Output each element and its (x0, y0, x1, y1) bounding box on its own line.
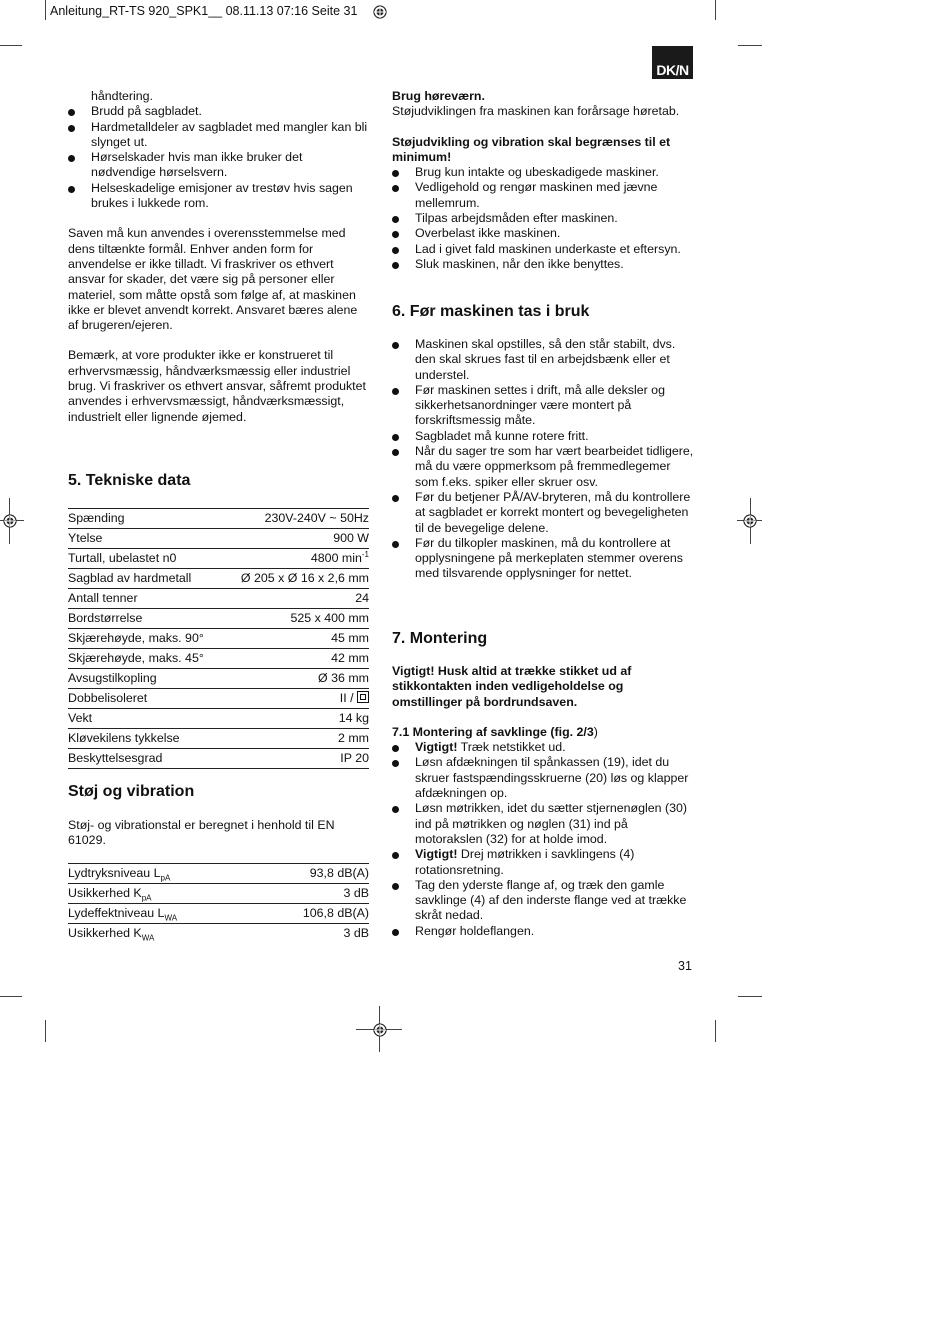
noise-label-subscript: WA (164, 913, 178, 923)
list-item-text: Rengør holdeflangen. (415, 923, 535, 938)
list-item: Brudd på sagbladet. (68, 104, 370, 119)
table-row (68, 629, 369, 649)
section-6-heading: 6. Før maskinen tas i bruk (392, 303, 590, 320)
noise-label-subscript: WA (141, 933, 155, 943)
list-item: Brug kun intakte og ubeskadigede maskiner. (392, 165, 692, 180)
list-item-text: Løsn afdækningen til spånkassen (19), idet du skruer fastspændingsskruerne (20) løs og klapper afdækningen op. (415, 755, 689, 801)
subsection-7-1-title: 7.1 Montering af savklinge (fig. 2/3 (392, 724, 594, 739)
noise-value: 93,8 dB(A) (255, 864, 369, 884)
table-row (68, 749, 369, 769)
intro-line: håndtering. (91, 89, 154, 103)
list-item: Før du betjener PÅ/AV-bryteren, må du kontrollere at sagbladet er korrekt montert og bevegeligheten til de bevegelige delene. (392, 490, 694, 536)
registration-mark-icon (373, 1023, 387, 1037)
spec-value: 45 mm (223, 629, 369, 649)
table-row (68, 589, 369, 609)
list-item-text: Drej møtrikken i savklingens (4) rotationsretning. (415, 847, 635, 877)
left-column (68, 89, 370, 425)
spec-value: 525 x 400 mm (223, 609, 369, 629)
list-item-emphasis: Vigtigt! (415, 740, 458, 755)
spec-label: Sagblad av hardmetall (68, 569, 223, 589)
list-item: Maskinen skal opstilles, så den står stabilt, dvs. den skal skrues fast til en arbejdsbænk eller et understel. (392, 337, 694, 383)
crop-mark (715, 1020, 716, 1042)
spec-value: 2 mm (223, 729, 369, 749)
noise-label-subscript: pA (160, 873, 171, 883)
list-item (392, 847, 692, 878)
notice-paragraph: Bemærk, at vore produkter ikke er konstrueret til erhvervsmæssig, håndværksmæssig eller industriel brug. Vi fraskriver os ethvert ansvar, såfremt produktet anvendes i erhvervsmæssigt, håndværksmæssigt, industrielt eller lignende øjemed. (68, 348, 366, 424)
noise-table (68, 863, 369, 943)
crop-mark (45, 0, 46, 20)
table-row (68, 649, 369, 669)
table-row (68, 549, 369, 569)
setup-list (392, 337, 694, 582)
spec-label: Bordstørrelse (68, 609, 223, 629)
noise-text: Støj- og vibrationstal er beregnet i henhold til EN 61029. (68, 818, 335, 848)
list-item (392, 740, 692, 755)
double-insulation-icon (357, 691, 369, 703)
limit-heading: Støjudvikling og vibration skal begrænses til et minimum! (392, 134, 671, 164)
list-item: Sagbladet må kunne rotere fritt. (392, 429, 694, 444)
spec-label: Avsugstilkopling (68, 669, 223, 689)
noise-label-cell (68, 924, 255, 944)
table-row (68, 529, 369, 549)
noise-label-cell (68, 864, 255, 884)
table-row (68, 509, 369, 529)
crop-mark (0, 996, 22, 997)
spec-value: 4800 min (310, 550, 362, 565)
spec-label: Spænding (68, 509, 223, 529)
noise-value: 3 dB (343, 925, 369, 940)
list-item: Tilpas arbejdsmåden efter maskinen. (392, 211, 692, 226)
spec-label: Antall tenner (68, 589, 223, 609)
crop-mark (0, 45, 22, 46)
spec-value: II / (339, 690, 357, 705)
table-row (68, 669, 369, 689)
subsection-7-1-heading (392, 725, 692, 740)
spec-label: Skjærehøyde, maks. 90° (68, 629, 223, 649)
list-item: Før maskinen settes i drift, må alle deksler og sikkerhetsanordninger være montert på forskriftsmessig måte. (392, 383, 694, 429)
spec-label: Kløvekilens tykkelse (68, 729, 223, 749)
spec-label: Skjærehøyde, maks. 45° (68, 649, 223, 669)
noise-value: 106,8 dB(A) (255, 904, 369, 924)
spec-value: 900 W (223, 529, 369, 549)
spec-value: Ø 36 mm (223, 669, 369, 689)
subsection-7-1-title-tail: ) (593, 724, 598, 739)
print-slug: Anleitung_RT-TS 920_SPK1__ 08.11.13 07:16 Seite 31 (50, 4, 358, 18)
blade-mounting-list (392, 740, 692, 939)
section-6-body (392, 337, 694, 582)
usage-paragraph: Saven må kun anvendes i overensstemmelse med dens tiltænkte formål. Enhver anden form for anvendelse er ikke tilladt. Vi fraskriver os ethvert ansvar for skader, det være sig på personer eller materiel, som måtte opstå som følge af, at maskinen ikke er blevet anvendt korrekt. Ansvaret bæres alene af brugeren/ejeren. (68, 226, 358, 333)
spec-label: Dobbelisoleret (68, 689, 223, 709)
right-column-top (392, 89, 692, 272)
noise-label-cell (68, 884, 255, 904)
list-item: Før du tilkopler maskinen, må du kontrollere at opplysningene på merkeplaten stemmer overens med tilsvarende opplysninger for nettet. (392, 536, 694, 582)
list-item-emphasis: Vigtigt! (415, 847, 458, 862)
noise-label: Lydeffektniveau L (68, 905, 165, 920)
mounting-warning: Vigtigt! Husk altid at trække stikket ud af stikkontakten inden vedligeholdelse og omstillinger på bordrundsaven. (392, 664, 632, 709)
section-7-heading: 7. Montering (392, 630, 488, 647)
noise-label: Usikkerhed K (68, 925, 142, 940)
table-row (68, 709, 369, 729)
spec-value-cell (223, 549, 369, 569)
noise-heading: Støj og vibration (68, 783, 195, 800)
list-item-text: Træk netstikket ud. (457, 740, 566, 755)
table-row (68, 864, 369, 884)
spec-value: 230V-240V ~ 50Hz (223, 509, 369, 529)
registration-mark-icon (3, 514, 17, 528)
list-item: Sluk maskinen, når den ikke benyttes. (392, 257, 692, 272)
list-item: Hørselskader hvis man ikke bruker det nødvendige hørselsvern. (68, 150, 370, 181)
table-row (68, 609, 369, 629)
hearing-protection-title: Brug høreværn. (392, 89, 485, 103)
hearing-protection-text: Støjudviklingen fra maskinen kan forårsage høretab. (392, 104, 680, 119)
spec-value: Ø 205 x Ø 16 x 2,6 mm (223, 569, 369, 589)
list-item: Vedligehold og rengør maskinen med jævne mellemrum. (392, 180, 692, 211)
section-7-body (392, 664, 692, 939)
crop-mark (715, 0, 716, 20)
table-row (68, 689, 369, 709)
list-item: Lad i givet fald maskinen underkaste et eftersyn. (392, 242, 692, 257)
spec-value: 14 kg (223, 709, 369, 729)
noise-label: Lydtryksniveau L (68, 865, 161, 880)
spec-value-cell (223, 689, 369, 709)
table-row (68, 569, 369, 589)
list-item (392, 755, 692, 801)
list-item (392, 924, 692, 939)
table-row (68, 884, 369, 904)
table-row (68, 924, 369, 944)
list-item: Helseskadelige emisjoner av trestøv hvis sagen brukes i lukkede rom. (68, 181, 370, 212)
crop-mark (45, 1020, 46, 1042)
spec-label: Beskyttelsesgrad (68, 749, 223, 769)
noise-value: 3 dB (255, 884, 369, 904)
tech-data-heading: 5. Tekniske data (68, 472, 191, 489)
hazard-list (68, 104, 370, 211)
list-item-text: Løsn møtrikken, idet du sætter stjernenøglen (30) ind på møtrikken og nøglen (31) ind på motorakslen (32) for at holde imod. (415, 801, 688, 846)
spec-value-exponent: -1 (361, 549, 369, 559)
noise-label-subscript: pA (141, 893, 152, 903)
spec-label: Ytelse (68, 529, 223, 549)
list-item (392, 878, 692, 924)
table-row (68, 904, 369, 924)
crop-mark (738, 996, 762, 997)
registration-mark-icon (373, 5, 387, 19)
tech-data-table (68, 508, 369, 769)
noise-label-cell (68, 904, 255, 924)
spec-value: 42 mm (223, 649, 369, 669)
table-row (68, 729, 369, 749)
page-number: 31 (678, 959, 692, 973)
language-badge: DK/N (652, 46, 693, 79)
list-item (392, 801, 692, 847)
list-item-text: Tag den yderste flange af, og træk den gamle savklinge (4) af den inderste flange ved at trække skråt nedad. (415, 877, 687, 923)
spec-label: Vekt (68, 709, 223, 729)
list-item: Hardmetalldeler av sagbladet med mangler kan bli slynget ut. (68, 120, 370, 151)
spec-label: Turtall, ubelastet n0 (68, 549, 223, 569)
spec-value: 24 (223, 589, 369, 609)
limit-list (392, 165, 692, 272)
list-item: Overbelast ikke maskinen. (392, 226, 692, 241)
crop-mark (738, 45, 762, 46)
registration-mark-icon (743, 514, 757, 528)
list-item: Når du sager tre som har vært bearbeidet tidligere, må du være oppmerksom på fremmedlegemer som f.eks. spiker eller skruer osv. (392, 444, 694, 490)
noise-label: Usikkerhed K (68, 885, 142, 900)
spec-value: IP 20 (223, 749, 369, 769)
